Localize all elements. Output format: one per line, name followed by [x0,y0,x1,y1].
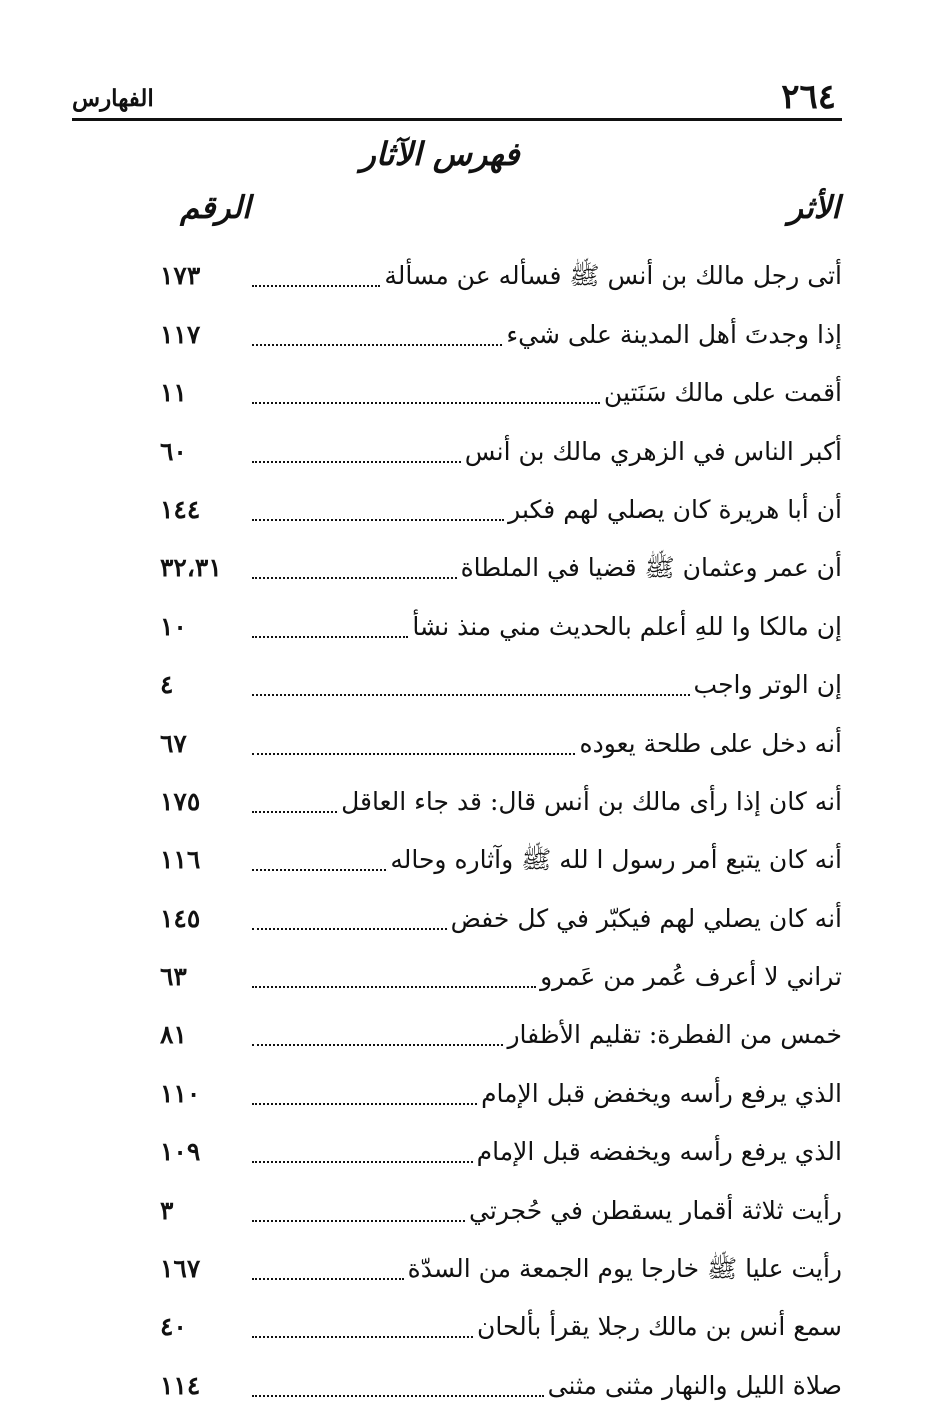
index-entry [160,880,842,938]
entry-text: خمس من الفطرة: تقليم الأظفار [507,1020,842,1050]
entry-text: أنه كان إذا رأى مالك بن أنس قال: قد جاء العاقل [341,786,842,816]
entry-number: ٦٠ [160,436,187,466]
entry-number: ٦٧ [160,728,187,758]
entry-number: ٣٢،٣١ [160,553,222,583]
index-entry [160,1114,842,1172]
entry-number: ١٤٤ [160,494,201,524]
dot-leader [252,928,447,930]
column-header-number: الرقم [180,190,251,226]
dot-leader [252,753,575,755]
entry-number: ١٧٣ [160,261,201,291]
entry-number: ١٠ [160,611,187,641]
entry-text: الذي يرفع رأسه ويخفضه قبل الإمام [476,1137,842,1167]
index-entry [160,822,842,880]
entry-text: تراني لا أعرف عُمر من عَمرو [540,962,842,992]
page-number: ٢٦٤ [781,77,836,117]
entry-text: أنه دخل على طلحة يعوده [579,728,842,758]
index-entry [160,588,842,646]
entry-text: أنه كان يصلي لهم فيكبّر في كل خفض [450,903,842,933]
entry-text: أتى رجل مالك بن أنس ﷺ فسأله عن مسألة [384,261,842,291]
entry-number: ١١٠ [160,1078,201,1108]
index-entry [160,647,842,705]
entry-number: ٣ [160,1195,174,1225]
entry-number: ٤٠ [160,1312,187,1342]
dot-leader [252,344,502,346]
dot-leader [252,1395,544,1397]
entry-text: صلاة الليل والنهار مثنى مثنى [547,1370,842,1400]
dot-leader [252,1220,465,1222]
entry-number: ١١٦ [160,845,201,875]
dot-leader [252,402,600,404]
entry-text: إذا وجدتَ أهل المدينة على شيء [506,319,842,349]
index-entry [160,296,842,354]
index-entry [160,997,842,1055]
entry-text: أقمت على مالك سَنَتين [603,378,842,408]
running-head [72,77,842,121]
index-entry [160,1055,842,1113]
entry-text: رأيت عليا ﷺ خارجا يوم الجمعة من السدّة [407,1254,842,1284]
athar-index-list [160,238,842,1406]
index-entry [160,472,842,530]
entry-number: ١٤٥ [160,903,201,933]
index-entry [160,1231,842,1289]
section-name: الفهارس [72,85,154,112]
dot-leader [252,1161,473,1163]
index-entry [160,530,842,588]
entry-number: ١١٧ [160,319,201,349]
dot-leader [252,577,457,579]
entry-text: إن الوتر واجب [693,670,842,700]
entry-number: ١١ [160,378,187,408]
entry-number: ١٧٥ [160,786,201,816]
page-title: فهرس الآثار [360,135,520,173]
dot-leader [252,694,690,696]
entry-text: الذي يرفع رأسه ويخفض قبل الإمام [481,1078,842,1108]
entry-text: أن عمر وعثمان ﷺ قضيا في الملطاة [460,553,842,583]
entry-number: ٦٣ [160,962,187,992]
entry-text: سمع أنس بن مالك رجلا يقرأ بألحان [477,1312,842,1342]
entry-text: رأيت ثلاثة أقمار يسقطن في حُجرتي [469,1195,842,1225]
entry-number: ١٦٧ [160,1254,201,1284]
dot-leader [252,1278,404,1280]
dot-leader [252,869,386,871]
entry-text: أكبر الناس في الزهري مالك بن أنس [464,436,842,466]
dot-leader [252,636,408,638]
entry-number: ٨١ [160,1020,187,1050]
entry-text: أن أبا هريرة كان يصلي لهم فكبر [508,494,842,524]
index-entry [160,939,842,997]
dot-leader [252,986,536,988]
dot-leader [252,519,504,521]
entry-number: ٤ [160,670,174,700]
dot-leader [252,461,461,463]
dot-leader [252,1044,503,1046]
entry-text: أنه كان يتبع أمر رسول ا لله ﷺ وآثاره وحاله [390,845,842,875]
entry-number: ١١٤ [160,1370,201,1400]
index-entry [160,764,842,822]
dot-leader [252,1336,473,1338]
entry-text: إن مالكا وا للهِ أعلم بالحديث مني منذ نشأ [412,611,842,641]
index-entry [160,413,842,471]
column-header-athar: الأثر [787,190,840,226]
index-entry [160,355,842,413]
index-entry [160,238,842,296]
dot-leader [252,811,337,813]
dot-leader [252,285,380,287]
dot-leader [252,1103,477,1105]
index-entry [160,1172,842,1230]
index-entry [160,705,842,763]
index-entry [160,1289,842,1347]
entry-number: ١٠٩ [160,1137,201,1167]
